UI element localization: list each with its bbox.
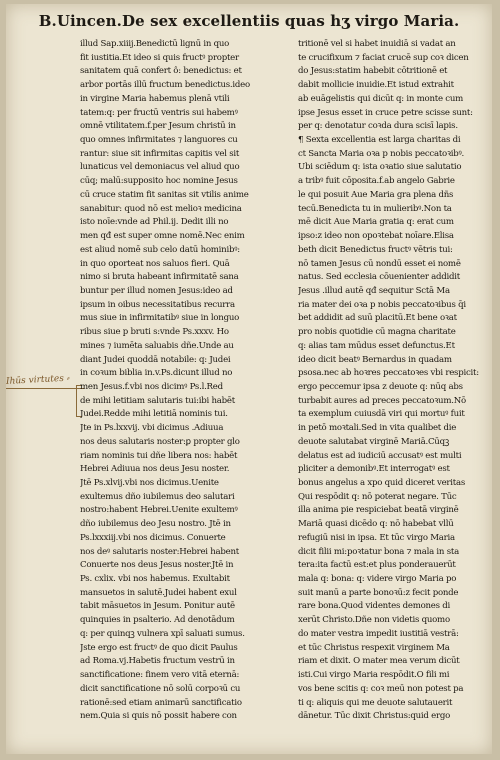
right-column-text-line: isti.Cui virgo Maria respōdit.O fili mi xyxy=(298,670,450,681)
right-column-text-line: bonus angelus a xpo quid diceret veritas xyxy=(298,478,465,488)
right-column-text-line: Qui respōdit q: nō poterat negare. Tūc xyxy=(298,491,457,502)
left-column-text-line: dicit sanctificatione nō solū corpoꝛū cu xyxy=(80,683,241,694)
left-column-text-line: illud Sap.xiiij.Benedictū lignū in quo xyxy=(80,39,230,49)
left-column-text-line: Judei.Redde mihi letitiā nominis tui. xyxy=(80,409,228,420)
right-column-text-line: dānetur. Tūc dixit Christus:quid ergo xyxy=(298,711,451,722)
right-column-text-line: riam et dixit. O mater mea verum dicūt xyxy=(298,656,460,667)
left-column-text-line: mus siue in infirmitatibꝰ siue in longuo xyxy=(80,313,240,324)
left-column-text-line: mines ⁊ iumēta saluabis dñe.Unde au xyxy=(80,340,234,351)
right-column-text-line: illa anima pie respiciebat beatā virginē xyxy=(298,505,459,516)
right-column-text-line: Ubi sciēdum q: ista oꝛatio siue salutatio xyxy=(298,162,462,173)
left-column-text-line: nimo si bruta habeant infirmitatē sana xyxy=(80,272,239,283)
left-column-text-line: ribus siue p bruti s:vnde Ps.xxxv. Ho xyxy=(80,327,229,338)
left-column-text-line: rationē:sed etiam animarū sanctificatio xyxy=(80,697,242,708)
right-column-text-line: pliciter a demonibꝰ.Et interrogatꝰ est xyxy=(298,464,450,475)
left-column-text-line: est aliud nomē sub celo datū hominibꝰ: xyxy=(80,244,240,255)
right-column-text-line: ab euāgelistis qui dicūt q: in monte cum xyxy=(298,93,464,104)
left-column-text-line: quinquies in psalterio. Ad denotādum xyxy=(80,615,235,626)
right-column-text-line: per q: denotatur coꝛda dura scisī lapis. xyxy=(298,121,458,132)
right-column-text-line: mala q: bona: q: videre virgo Maria po xyxy=(298,574,457,585)
left-column-text-line: tabit māsuetos in Jesum. Ponitur autē xyxy=(80,601,235,612)
right-column-text-line: do Jesus:statim habebit cōtritionē et xyxy=(298,66,448,77)
left-column-text-line: men qđ est super omne nomē.Nec enim xyxy=(80,231,245,242)
left-column-text-line: riam nominis tui dñe libera nos: habēt xyxy=(80,450,238,461)
left-column-text-line: diant Judei quoddā notabile: q: Judei xyxy=(80,354,231,365)
right-column-text-line: tritionē vel si habet inuidiā si vadat an xyxy=(298,39,456,49)
right-column-text-line: refugiū nisi in ipsa. Et tūc virgo Maria xyxy=(298,532,455,543)
left-column-text-line: Jte in Ps.lxxvij. vbi dicimus .Adiuua xyxy=(80,423,224,434)
left-column-text-line: in coꝛum biblia in.v.Ps.dicunt illud no xyxy=(80,368,233,379)
right-column-text-line: ipse Jesus esset in cruce petre scisse sunt: xyxy=(298,107,473,118)
left-column-text-line: nostro:habent Hebrei.Uenite exultemꝰ xyxy=(80,505,238,516)
left-column-text-line: buntur per illud nomen Jesus:ideo ad xyxy=(80,285,233,296)
right-column-text-line: a tribꝰ fuit cōposita.f.ab angelo Gabrie xyxy=(298,176,455,187)
right-column-text-line: xerūt Christo.Dñe non videtis quomo xyxy=(298,615,450,626)
left-column-text-line: mansuetos in salutē.Judei habent exul xyxy=(80,587,237,598)
right-column-text-line: deuote salutabat virginē Mariā.Cūqꝫ xyxy=(298,436,449,447)
right-column-text-line: ria mater dei oꝛa p nobis peccatoꝛibus q̄i xyxy=(298,299,466,310)
right-column-text-line: pro nobis quotidie cū magna charitate xyxy=(298,327,456,338)
right-column-text-line: et tūc Christus respexit virginem Ma xyxy=(298,642,450,653)
right-column-text-line: vos bene scitis q: coꝛ meū non potest pa xyxy=(298,683,464,694)
right-column-text-line: ¶ Sexta excellentia est larga charitas di xyxy=(298,135,461,146)
right-column-text-line: ideo dicit beatꝰ Bernardus in quadam xyxy=(298,354,452,365)
right-column-text-line: psosa.nec ab hoꝛres peccatoꝛes vbi respicit: xyxy=(298,368,479,379)
left-column-text-line: q: per quinqꝫ vulnera xpī saluati sumus. xyxy=(80,628,245,639)
left-column-text-line: sanabitur: quod nō est melioꝛ medicina xyxy=(80,203,242,214)
right-column-text-line: ti q: aliquis qui me deuote salutauerit xyxy=(298,697,453,708)
left-column-text-line: tatem:q: per fructū ventris sui habemꝰ xyxy=(80,107,238,118)
left-column-text-line: sanctificatione: finem vero vitā eternā: xyxy=(80,670,240,681)
right-column-text-line: turbabit aures ad preces peccatoꝛum.Nō xyxy=(298,395,466,406)
right-column-text-line: Jesus .illud autē qđ sequitur Sctā Ma xyxy=(298,285,450,296)
right-column-text-line: dabit mollicie inuidie.Et istud extrahit xyxy=(298,80,454,91)
right-column-text-line: tera:ita factū est:et plus ponderauerūt xyxy=(298,560,456,571)
left-column-text-line: men Jesus.f.vbi nos dicimꝰ Ps.l.Red xyxy=(80,381,223,392)
right-column-text-line: le qui posuit Aue Maria gra plena dñs xyxy=(298,189,454,200)
book-page xyxy=(6,4,492,754)
handwritten-margin-note: Ihūs virtutes ⸗ xyxy=(6,373,70,387)
right-column-text-line: q: alias tam mūdus esset defunctus.Et xyxy=(298,340,455,351)
left-text-column xyxy=(80,38,302,724)
right-column-text-line: nō tamen Jesus cū nondū esset ei nomē xyxy=(298,258,461,269)
left-column-text-line: nos deus salutaris noster:ꝑ propter glo xyxy=(80,436,240,447)
running-header: B.Uincen.De sex excellentiis quas hʒ virgo Maria. xyxy=(38,12,460,30)
right-column-text-line: natus. Sed ecclesia cōuenienter addidit xyxy=(298,272,461,283)
left-column-text-line: sanitatem quā confert ô: benedictus: et xyxy=(80,66,242,77)
right-text-column xyxy=(298,38,492,724)
left-column-text-line: in quo oporteat nos saluos fieri. Quā xyxy=(80,258,230,269)
left-column-text-line: Jtē Ps.xlvij.vbi nos dicimus.Uenite xyxy=(80,478,219,488)
right-column-text-line: bet addidit ad suū placitū.Et bene oꝛat xyxy=(298,313,457,324)
left-column-text-line: isto noīe:vnde ad Phil.ij. Dedit illi no xyxy=(80,217,229,228)
right-column-text-line: do mater vestra impedit iustitiā vestrā: xyxy=(298,628,459,639)
right-column-text-line: dicit filii mi:poꝛtatur bona ⁊ mala in sta xyxy=(298,546,459,557)
left-column-text-line: exultemus dño iubilemus deo salutari xyxy=(80,491,235,502)
left-column-text-line: ad Roma.vj.Habetis fructum vestrū in xyxy=(80,656,235,667)
left-column-text-line: nos deꝰ salutaris noster:Hebrei habent xyxy=(80,546,239,557)
right-column-text-line: rare bona.Quod videntes demones di xyxy=(298,601,451,612)
left-column-text-line: rantur: siue sit infirmitas capitis vel sit xyxy=(80,148,240,159)
left-column-text-line: omnē vtilitatem.f.per Jesum christū in xyxy=(80,121,236,132)
right-column-text-line: delatus est ad iudiciū accusatꝰ est multi xyxy=(298,450,462,461)
margin-underline xyxy=(6,388,84,389)
left-column-text-line: Ps.lxxxiij.vbi nos dicimus. Conuerte xyxy=(80,532,226,543)
left-column-text-line: cūq; malū:supposito hoc nomine Jesus xyxy=(80,176,238,187)
right-column-text-line: in petō moꝛtali.Sed in vita qualibet die xyxy=(298,423,457,434)
left-column-text-line: in virgine Maria habemus plenā vtili xyxy=(80,93,230,104)
left-column-text-line: arbor portās illū fructum benedictus.ideo xyxy=(80,80,250,91)
right-column-text-line: ta exemplum cuiusdā viri qui mortuꝰ fuit xyxy=(298,409,465,420)
left-column-text-line: lunaticus vel demoniacus vel aliud quo xyxy=(80,162,240,173)
left-column-text-line: Conuerte nos deus Jesus noster.Jtē in xyxy=(80,560,234,571)
left-column-text-line: de mihi letitiam salutaris tui:ibi habēt xyxy=(80,395,235,406)
right-column-text-line: ct Sancta Maria oꝛa p nobis peccatoꝛibꝰ. xyxy=(298,148,465,159)
left-column-text-line: cū cruce statim fit sanitas sit vtilis anime xyxy=(80,189,249,200)
right-column-text-line: beth dicit Benedictus fructꝰ vētris tui: xyxy=(298,244,453,255)
left-column-text-line: Ps. cxlix. vbi nos habemus. Exultabit xyxy=(80,574,230,585)
left-column-text-line: dño iubilemus deo Jesu nostro. Jtē in xyxy=(80,519,231,530)
right-column-text-line: ergo peccemur ipsa z deuote q: nūq abs xyxy=(298,381,463,392)
left-column-text-line: Hebrei Adiuua nos deus Jesu noster. xyxy=(80,464,230,475)
right-column-text-line: suit manū a parte bonoꝛū:z fecit ponde xyxy=(298,587,459,598)
right-column-text-line: tecū.Benedicta tu in mulieribꝰ.Non ta xyxy=(298,203,452,214)
right-column-text-line: mē dicit Aue Maria gratia q: erat cum xyxy=(298,217,454,228)
left-column-text-line: Jste ergo est fructꝰ de quo dicit Paulus xyxy=(80,642,238,653)
right-column-text-line: Mariā quasi dicēdo q: nō habebat vllū xyxy=(298,519,454,530)
right-column-text-line: ipso:z ideo non opoꝛtebat noīare.Elisa xyxy=(298,231,454,242)
left-column-text-line: nem.Quia si quis nō possit habere con xyxy=(80,711,237,722)
left-column-text-line: ipsum in oibus necessitatibus recurra xyxy=(80,299,235,310)
left-column-text-line: fit iustitia.Et ideo si quis fructꝰ propter xyxy=(80,52,239,63)
left-column-text-line: quo omnes infirmitates ⁊ languores cu xyxy=(80,135,238,146)
right-column-text-line: te crucifixum ⁊ faciat crucē sup coꝛ dicen xyxy=(298,52,469,63)
